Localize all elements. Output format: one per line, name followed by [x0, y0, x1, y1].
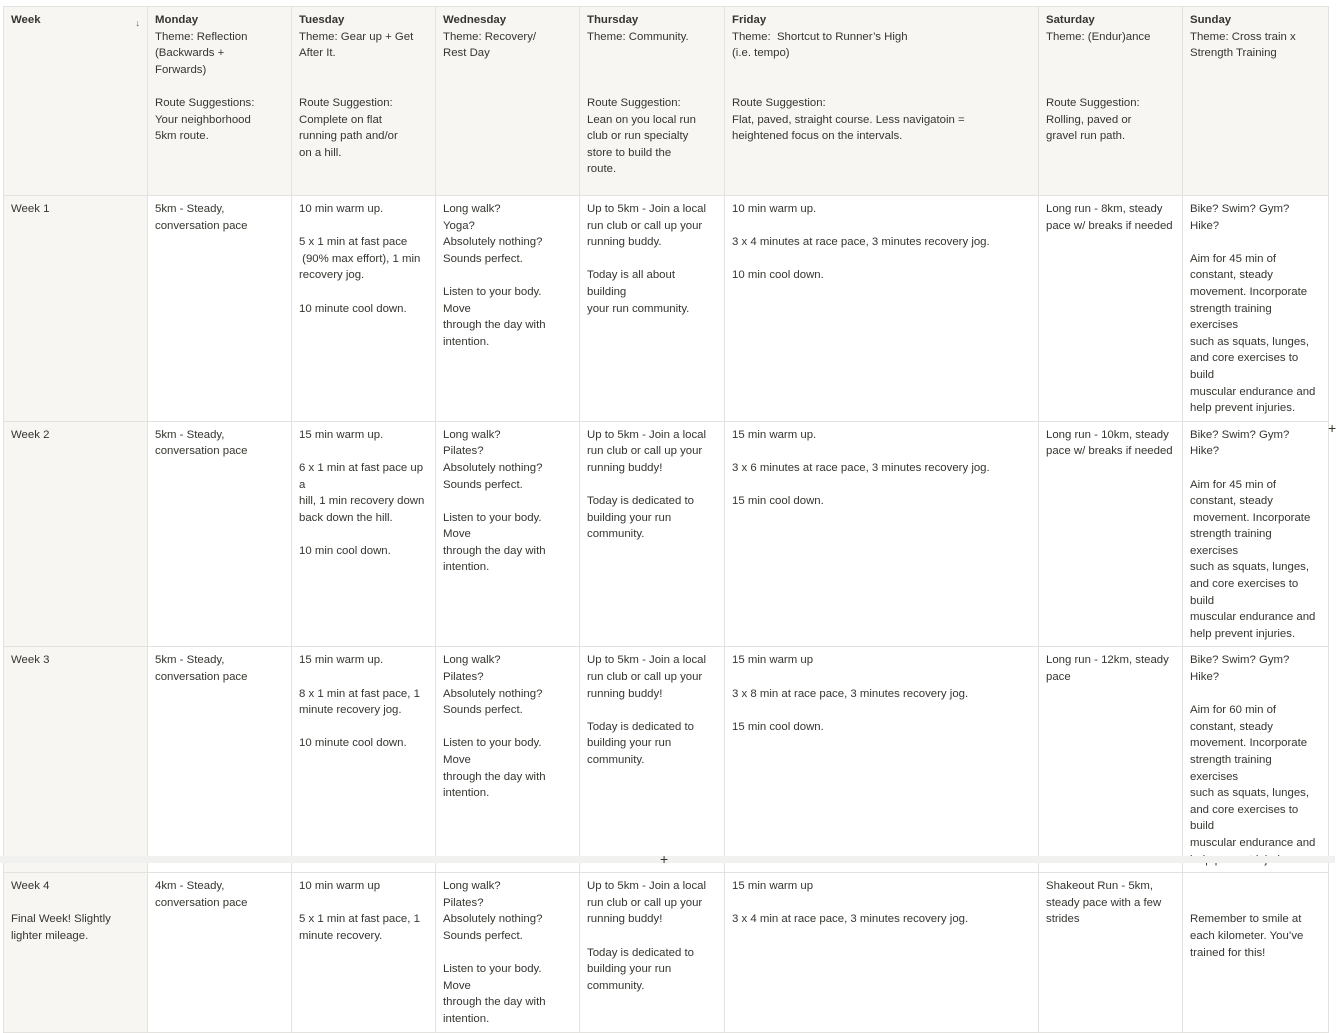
wednesday-cell-text: Long walk? Yoga? Absolutely nothing? Sounds perfect. Listen to your body. Move through the day with intention. — [443, 203, 546, 348]
column-header-label: Tuesday — [299, 14, 345, 26]
monday-cell-text: 4km - Steady, conversation pace — [155, 880, 248, 909]
header-row — [4, 7, 1329, 196]
friday-cell-text: 15 min warm up 3 x 4 min at race pace, 3 minutes recovery jog. — [732, 880, 969, 926]
friday-cell-text: 15 min warm up. 3 x 6 minutes at race pace, 3 minutes recovery jog. 15 min cool down. — [732, 428, 990, 508]
sunday-cell[interactable] — [1183, 196, 1329, 422]
column-header-tuesday[interactable] — [292, 7, 436, 196]
week-cell[interactable] — [4, 647, 148, 873]
wednesday-cell[interactable] — [436, 196, 580, 422]
monday-cell-text: 5km - Steady, conversation pace — [155, 428, 248, 458]
thursday-cell[interactable] — [580, 873, 725, 1032]
tuesday-cell-text: 10 min warm up 5 x 1 min at fast pace, 1 minute recovery. — [299, 880, 420, 942]
column-header-theme: Theme: Gear up + Get After It. Route Suggestion: Complete on flat running path and/or on a hill. — [299, 30, 414, 159]
thursday-cell-text: Up to 5km - Join a local run club or call up your running buddy! Today is dedicated to building your run community. — [587, 654, 707, 766]
table-row — [4, 421, 1329, 647]
monday-cell[interactable] — [148, 421, 292, 647]
table-row — [4, 647, 1329, 873]
tuesday-cell-text: 15 min warm up. 8 x 1 min at fast pace, 1 minute recovery jog. 10 minute cool down. — [299, 654, 420, 750]
thursday-cell[interactable] — [580, 196, 725, 422]
add-column-plus-icon[interactable]: + — [1328, 420, 1336, 436]
monday-cell[interactable] — [148, 647, 292, 873]
tuesday-cell[interactable] — [292, 196, 436, 422]
column-header-sunday[interactable] — [1183, 7, 1329, 196]
thursday-cell[interactable] — [580, 647, 725, 873]
thursday-cell[interactable] — [580, 421, 725, 647]
sunday-cell-text: Bike? Swim? Gym? Hike? Aim for 45 min of constant, steady movement. Incorporate strength training exercises such as squats, lunges, and core exercises to build muscular endurance and help prevent injuries. — [1190, 203, 1316, 415]
column-header-theme: Theme: Cross train x Strength Training — [1190, 30, 1296, 60]
saturday-cell[interactable] — [1039, 647, 1183, 873]
monday-cell-text: 5km - Steady, conversation pace — [155, 654, 248, 684]
friday-cell[interactable] — [725, 873, 1039, 1032]
add-row-plus-icon[interactable]: + — [660, 851, 669, 867]
column-header-theme: Theme: Shortcut to Runner’s High (i.e. tempo) Route Suggestion: Flat, paved, straight course. Less navigatoin = heightened focus on the intervals. — [732, 30, 965, 143]
column-header-label: Wednesday — [443, 14, 507, 26]
sunday-cell-text: Remember to smile at each kilometer. You’ve trained for this! — [1190, 913, 1304, 959]
sort-down-icon[interactable]: ↓ — [135, 18, 140, 28]
sunday-cell[interactable] — [1183, 873, 1329, 1032]
week-cell[interactable] — [4, 421, 148, 647]
wednesday-cell-text: Long walk? Pilates? Absolutely nothing? Sounds perfect. Listen to your body. Move through the day with intention. — [443, 428, 546, 574]
saturday-cell-text: Long run - 8km, steady pace w/ breaks if needed — [1046, 203, 1173, 232]
monday-cell[interactable] — [148, 873, 292, 1032]
friday-cell-text: 15 min warm up 3 x 8 min at race pace, 3 minutes recovery jog. 15 min cool down. — [732, 654, 969, 733]
monday-cell[interactable] — [148, 196, 292, 422]
column-header-theme: Theme: Reflection (Backwards + Forwards) Route Suggestions: Your neighborhood 5km route. — [155, 30, 255, 143]
friday-cell[interactable] — [725, 647, 1039, 873]
saturday-cell-text: Long run - 12km, steady pace — [1046, 654, 1169, 684]
column-header-friday[interactable] — [725, 7, 1039, 196]
saturday-cell-text: Long run - 10km, steady pace w/ breaks if needed — [1046, 428, 1173, 458]
wednesday-cell-text: Long walk? Pilates? Absolutely nothing? Sounds perfect. Listen to your body. Move through the day with intention. — [443, 654, 546, 800]
week-cell[interactable] — [4, 196, 148, 422]
wednesday-cell[interactable] — [436, 647, 580, 873]
week-cell-text: Week 1 — [11, 203, 50, 215]
column-header-wednesday[interactable] — [436, 7, 580, 196]
column-header-thursday[interactable] — [580, 7, 725, 196]
column-header-label: Week — [11, 14, 41, 26]
training-plan-table — [3, 6, 1329, 1033]
friday-cell[interactable] — [725, 196, 1039, 422]
column-header-saturday[interactable] — [1039, 7, 1183, 196]
column-header-label: Monday — [155, 14, 199, 26]
column-header-monday[interactable] — [148, 7, 292, 196]
saturday-cell-text: Shakeout Run - 5km, steady pace with a few strides — [1046, 880, 1162, 926]
column-header-week[interactable] — [4, 7, 148, 196]
thursday-cell-text: Up to 5km - Join a local run club or call up your running buddy. Today is all about building your run community. — [587, 203, 707, 315]
week-cell-text: Week 2 — [11, 428, 50, 441]
saturday-cell[interactable] — [1039, 873, 1183, 1032]
week-cell[interactable] — [4, 873, 148, 1032]
sunday-cell-text: Bike? Swim? Gym? Hike? Aim for 45 min of constant, steady movement. Incorporate strength training exercises such as squats, lunges, and core exercises to build muscular endurance and help prevent injuries. — [1190, 428, 1316, 640]
friday-cell-text: 10 min warm up. 3 x 4 minutes at race pace, 3 minutes recovery jog. 10 min cool down. — [732, 203, 990, 282]
week-cell-text: Week 4 Final Week! Slightly lighter mileage. — [11, 880, 111, 942]
column-header-label: Sunday — [1190, 14, 1232, 26]
thursday-cell-text: Up to 5km - Join a local run club or call up your running buddy! Today is dedicated to building your run community. — [587, 880, 707, 992]
saturday-cell[interactable] — [1039, 196, 1183, 422]
wednesday-cell-text: Long walk? Pilates? Absolutely nothing? Sounds perfect. Listen to your body. Move through the day with intention. — [443, 880, 546, 1025]
sunday-cell-text: Bike? Swim? Gym? Hike? Aim for 60 min of constant, steady movement. Incorporate strength training exercises such as squats, lunges, and core exercises to build muscular endurance and — [1190, 654, 1316, 849]
column-header-label: Thursday — [587, 14, 639, 26]
tuesday-cell[interactable] — [292, 647, 436, 873]
sunday-cell[interactable] — [1183, 421, 1329, 647]
saturday-cell[interactable] — [1039, 421, 1183, 647]
column-header-theme: Theme: (Endur)ance Route Suggestion: Rolling, paved or gravel run path. — [1046, 30, 1151, 143]
tuesday-cell[interactable] — [292, 873, 436, 1032]
wednesday-cell[interactable] — [436, 421, 580, 647]
monday-cell-text: 5km - Steady, conversation pace — [155, 203, 248, 232]
column-header-theme: Theme: Recovery/ Rest Day — [443, 30, 537, 60]
table-row — [4, 873, 1329, 1032]
sunday-cell[interactable] — [1183, 647, 1329, 873]
column-header-label: Saturday — [1046, 14, 1095, 26]
column-header-theme: Theme: Community. Route Suggestion: Lean on you local run club or run specialty store to build the route. — [587, 30, 696, 176]
friday-cell[interactable] — [725, 421, 1039, 647]
column-header-label: Friday — [732, 14, 767, 26]
wednesday-cell[interactable] — [436, 873, 580, 1032]
tuesday-cell-text: 15 min warm up. 6 x 1 min at fast pace up a hill, 1 min recovery down back down the hill. 10 min cool down. — [299, 428, 425, 557]
table-row — [4, 196, 1329, 422]
tuesday-cell-text: 10 min warm up. 5 x 1 min at fast pace (90% max effort), 1 min recovery jog. 10 minute cool down. — [299, 203, 421, 315]
tuesday-cell[interactable] — [292, 421, 436, 647]
week-cell-text: Week 3 — [11, 654, 50, 667]
thursday-cell-text: Up to 5km - Join a local run club or call up your running buddy! Today is dedicated to building your run community. — [587, 428, 707, 541]
